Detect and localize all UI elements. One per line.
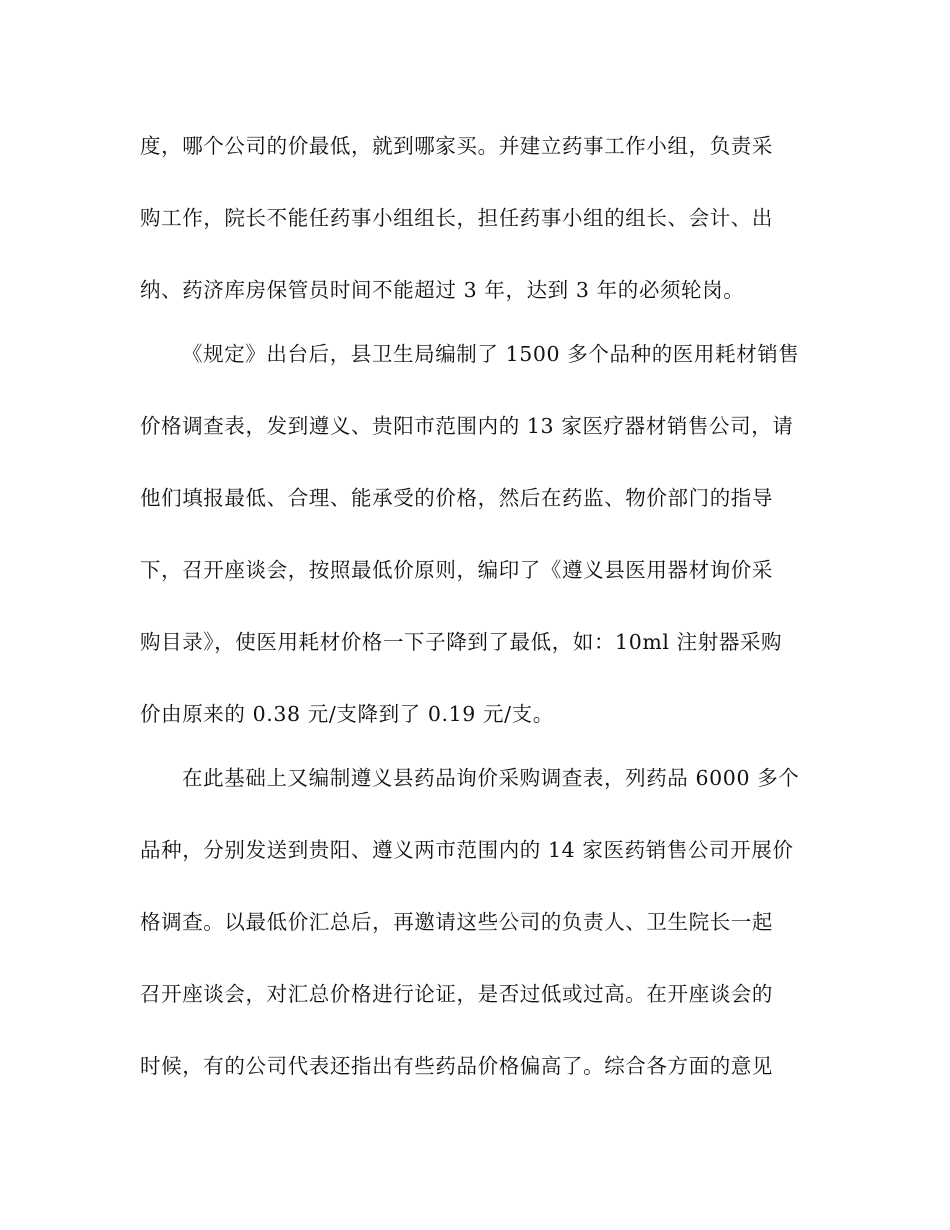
- text-line-13: 召开座谈会，对汇总价格进行论证，是否过低或过高。在开座谈会的: [140, 982, 773, 1006]
- text-line-9: 价由原来的 0.38 元/支降到了 0.19 元/支。: [140, 702, 554, 726]
- text-line-10: 在此基础上又编制遵义县药品询价采购调查表，列药品 6000 多个: [182, 766, 800, 790]
- text-line-5: 价格调查表，发到遵义、贵阳市范围内的 13 家医疗器材销售公司，请: [140, 414, 794, 438]
- text-line-3: 纳、药济库房保管员时间不能超过 3 年，达到 3 年的必须轮岗。: [140, 278, 745, 302]
- text-line-2: 购工作，院长不能任药事小组组长，担任药事小组的组长、会计、出: [140, 206, 773, 230]
- text-line-8: 购目录》，使医用耗材价格一下子降到了最低，如：10ml 注射器采购: [140, 630, 783, 654]
- text-line-14: 时候，有的公司代表还指出有些药品价格偏高了。综合各方面的意见: [140, 1054, 773, 1078]
- text-line-7: 下，召开座谈会，按照最低价原则，编印了《遵义县医用器材询价采: [140, 558, 773, 582]
- text-line-4: 《规定》出台后，县卫生局编制了 1500 多个品种的医用耗材销售: [182, 342, 800, 366]
- text-line-1: 度，哪个公司的价最低，就到哪家买。并建立药事工作小组，负责采: [140, 134, 773, 158]
- text-line-6: 他们填报最低、合理、能承受的价格，然后在药监、物价部门的指导: [140, 486, 773, 510]
- text-line-12: 格调查。以最低价汇总后，再邀请这些公司的负责人、卫生院长一起: [140, 910, 773, 934]
- text-line-11: 品种，分别发送到贵阳、遵义两市范围内的 14 家医药销售公司开展价: [140, 838, 794, 862]
